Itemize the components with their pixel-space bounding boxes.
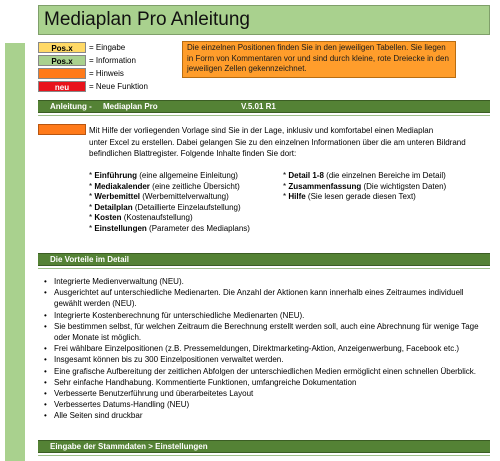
intro-line-3: befindlichen Blattregister. Folgende Inhalte finden Sie dort: [89,149,297,158]
anleitung-label: Anleitung - [50,102,92,111]
feature-item: * Detailplan (Detaillierte Einzelaufstellung) [89,202,241,212]
list-item: • Eine grafische Aufbereitung der zeitlichen Abfolgen der unterschiedlichen Medien ermöglicht einen schnellen Überblick. [44,366,489,377]
stammdaten-bar [38,440,490,453]
anleitung-version: V.5.01 R1 [241,102,276,111]
hinweis-marker [38,124,86,135]
feature-item: * Mediakalender (eine zeitliche Übersicht) [89,181,240,191]
list-item: • Alle Seiten sind druckbar [44,410,489,421]
feature-item: * Werbemittel (Werbemittelverwaltung) [89,192,229,201]
legend-label-information: = Information [89,56,136,65]
page-title: Mediaplan Pro Anleitung [44,9,250,30]
list-item-continued: gewählt werden (NEU). [54,299,137,309]
info-box: Die einzelnen Positionen finden Sie in den jeweiligen Tabellen. Sie liegen in Form von Kommentaren vor und sind durch kleine, rote Dreiecke in den jeweiligen Zellen gekennzeichnet. [182,41,456,78]
feature-item: * Zusammenfassung (Die wichtigsten Daten) [283,181,447,191]
intro-line-2: unter Excel zu erstellen. Dabei gelangen Sie zu den einzelnen Informationen über die am unteren Bildrand [89,137,466,147]
list-item: • Verbesserte Benutzerführung und überarbeitetes Layout [44,388,489,399]
vorteile-list [44,276,489,422]
legend-swatch-eingabe: Pos.x [38,42,86,53]
list-item-continued: oder Monate ist möglich. [54,333,142,343]
legend-swatch-hinweis [38,68,86,79]
left-stripe [5,43,25,461]
list-item: • Integrierte Kostenberechnung für unterschiedliche Medienarten (NEU). [44,310,489,321]
list-item: • Verbessertes Datums-Handling (NEU) [44,399,489,410]
feature-item: * Kosten (Kostenaufstellung) [89,213,193,222]
feature-item: * Einstellungen (Parameter des Mediaplans) [89,223,250,233]
legend-swatch-information: Pos.x [38,55,86,66]
divider [38,115,490,116]
legend-swatch-neu: neu [38,81,86,92]
feature-item: * Einführung (eine allgemeine Einleitung) [89,171,238,180]
stammdaten-label: Eingabe der Stammdaten > Einstellungen [50,442,208,451]
features-left [89,171,279,234]
anleitung-product: Mediaplan Pro [103,102,158,111]
list-item: • Sie bestimmen selbst, für welchen Zeitraum die Berechnung erstellt werden soll, auch eine Abrechnung für wenige Tage [44,321,489,332]
divider [38,455,490,456]
list-item: • Ausgerichtet auf unterschiedliche Medienarten. Die Anzahl der Aktionen kann innerhalb eines Zeitraumes individuell [44,287,489,298]
list-item: • Frei wählbare Einzelpositionen (z.B. Pressemeldungen, Direktmarketing-Aktion, Anzeigenwerbung, Facebook etc.) [44,343,489,354]
list-item: • Insgesamt können bis zu 300 Einzelpositionen verwaltet werden. [44,354,489,365]
vorteile-bar [38,253,490,266]
feature-item: * Detail 1-8 (die einzelnen Bereiche im Detail) [283,171,446,180]
anleitung-bar [38,100,490,113]
vorteile-label: Die Vorteile im Detail [50,255,129,264]
divider [38,268,490,269]
feature-item: * Hilfe (Sie lesen gerade diesen Text) [283,192,416,201]
intro-line-1: Mit Hilfe der vorliegenden Vorlage sind Sie in der Lage, inklusiv und komfortabel einen Mediaplan [89,126,434,135]
legend-label-hinweis: = Hinweis [89,69,124,78]
legend-label-eingabe: = Eingabe [89,43,126,52]
features-right [283,171,488,203]
intro-text [89,125,484,160]
list-item: • Integrierte Medienverwaltung (NEU). [44,276,489,287]
legend-label-neu: = Neue Funktion [89,82,148,91]
list-item: • Sehr einfache Handhabung. Kommentierte Funktionen, umfangreiche Dokumentation [44,377,489,388]
